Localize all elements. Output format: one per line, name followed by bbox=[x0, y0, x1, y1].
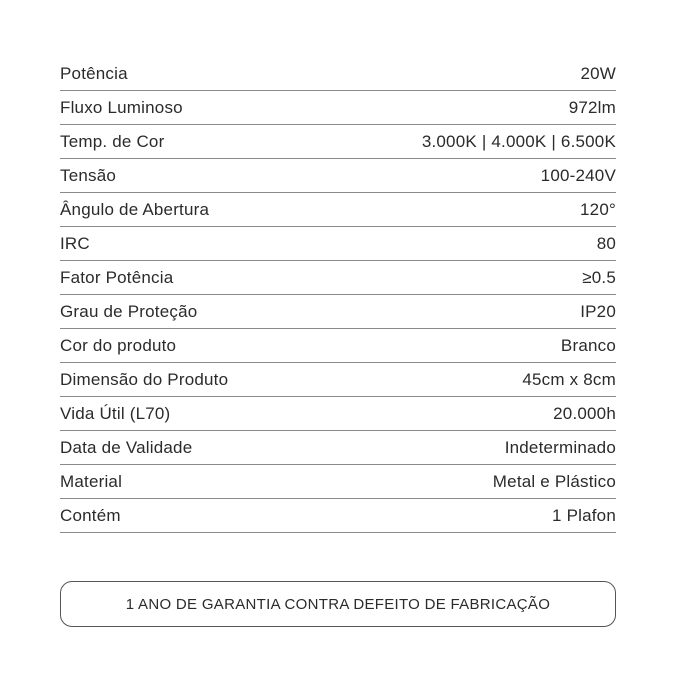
spec-row-data-validade bbox=[60, 431, 616, 465]
spec-value: 20.000h bbox=[553, 403, 616, 423]
spec-value: 3.000K | 4.000K | 6.500K bbox=[421, 131, 616, 151]
spec-value: 120° bbox=[580, 199, 616, 219]
spec-row-angulo-abertura bbox=[60, 193, 616, 227]
spec-label: Cor do produto bbox=[60, 335, 177, 355]
spec-label: IRC bbox=[60, 233, 90, 253]
spec-value: 20W bbox=[580, 63, 616, 83]
spec-row-cor-produto bbox=[60, 329, 616, 363]
spec-label: Ângulo de Abertura bbox=[60, 199, 210, 219]
spec-table bbox=[60, 57, 616, 533]
spec-row-irc bbox=[60, 227, 616, 261]
spec-value: 45cm x 8cm bbox=[522, 369, 616, 389]
spec-row-material bbox=[60, 465, 616, 499]
spec-value: 972lm bbox=[568, 97, 616, 117]
spec-label: Tensão bbox=[60, 165, 117, 185]
spec-value: 100-240V bbox=[540, 165, 616, 185]
spec-value: 1 Plafon bbox=[552, 505, 616, 525]
spec-value: Branco bbox=[560, 335, 616, 355]
warranty-text: 1 ANO DE GARANTIA CONTRA DEFEITO DE FABRICAÇÃO bbox=[125, 595, 551, 613]
spec-label: Fluxo Luminoso bbox=[60, 97, 183, 117]
spec-row-fluxo-luminoso bbox=[60, 91, 616, 125]
spec-label: Material bbox=[60, 471, 123, 491]
spec-label: Temp. de Cor bbox=[60, 131, 165, 151]
spec-row-potencia bbox=[60, 57, 616, 91]
spec-row-tensao bbox=[60, 159, 616, 193]
spec-value: Indeterminado bbox=[504, 437, 616, 457]
spec-value: IP20 bbox=[580, 301, 616, 321]
spec-value: 80 bbox=[596, 233, 616, 253]
spec-row-temp-cor bbox=[60, 125, 616, 159]
spec-row-dimensao-produto bbox=[60, 363, 616, 397]
spec-label: Fator Potência bbox=[60, 267, 174, 287]
spec-label: Dimensão do Produto bbox=[60, 369, 229, 389]
spec-value: Metal e Plástico bbox=[492, 471, 616, 491]
spec-label: Vida Útil (L70) bbox=[60, 403, 171, 423]
spec-label: Data de Validade bbox=[60, 437, 193, 457]
spec-label: Contém bbox=[60, 505, 121, 525]
spec-label: Potência bbox=[60, 63, 128, 83]
spec-row-vida-util bbox=[60, 397, 616, 431]
warranty-badge bbox=[60, 581, 616, 627]
spec-label: Grau de Proteção bbox=[60, 301, 198, 321]
spec-row-fator-potencia bbox=[60, 261, 616, 295]
spec-row-grau-protecao bbox=[60, 295, 616, 329]
spec-row-contem bbox=[60, 499, 616, 533]
spec-value: ≥0.5 bbox=[582, 267, 616, 287]
